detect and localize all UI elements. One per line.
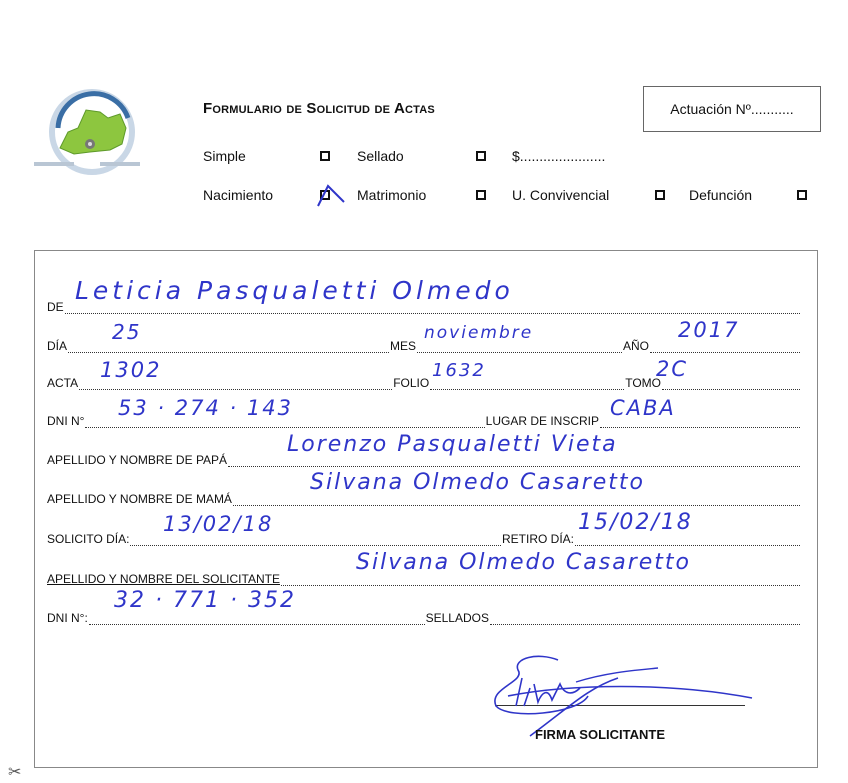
label-retiro: RETIRO DÍA: [501,532,574,546]
option-sellado: Sellado [357,148,404,164]
option-nacimiento: Nacimiento [203,187,274,203]
scissors-icon: ✂ [8,764,22,781]
label-solicito: SOLICITO DÍA: [47,532,130,546]
label-tomo: TOMO [625,376,661,390]
value-retiro[interactable]: 15/02/18 [578,510,693,535]
option-simple: Simple [203,148,246,164]
actuacion-number-box [643,86,821,132]
value-dni[interactable]: 53 · 274 · 143 [118,396,293,420]
checkbox-matrimonio[interactable] [476,190,486,200]
firma-solicitante-label: FIRMA SOLICITANTE [535,727,665,742]
value-mama[interactable]: Silvana Olmedo Casaretto [310,470,645,495]
value-solicito[interactable]: 13/02/18 [163,512,274,536]
checkbox-union-convivencial[interactable] [655,190,665,200]
form-title: Formulario de Solicitud de Actas [203,100,435,117]
value-anio[interactable]: 2017 [678,318,740,342]
value-solicitante[interactable]: Silvana Olmedo Casaretto [356,550,691,575]
signature-image [468,648,758,738]
label-papa: APELLIDO Y NOMBRE DE PAPÁ [47,453,228,467]
option-matrimonio: Matrimonio [357,187,427,203]
label-mama: APELLIDO Y NOMBRE DE MAMÁ [47,492,232,506]
label-acta: ACTA [47,376,79,390]
option-union-convivencial: U. Convivencial [512,187,610,203]
label-folio: FOLIO [393,376,430,390]
label-sellados: SELLADOS [425,611,489,625]
label-de: DE [47,300,64,314]
value-lugar[interactable]: CABA [610,396,676,420]
label-dni: DNI N° [47,414,85,428]
value-folio[interactable]: 1632 [432,360,486,381]
label-anio: AÑO [622,339,649,353]
value-dia[interactable]: 25 [112,320,142,344]
value-de[interactable]: Leticia Pasqualetti Olmedo [75,276,514,305]
label-solicitante: APELLIDO Y NOMBRE DEL SOLICITANTE [47,572,280,586]
checkbox-sellado[interactable] [476,151,486,161]
registro-civil-logo [30,88,154,180]
checkbox-defuncion[interactable] [797,190,807,200]
value-tomo[interactable]: 2C [656,357,689,381]
value-papa[interactable]: Lorenzo Pasqualetti Vieta [287,432,618,457]
value-acta[interactable]: 1302 [100,358,162,382]
option-defuncion: Defunción [689,187,753,203]
actuacion-label: Actuación Nº........... [670,101,794,117]
label-lugar: LUGAR DE INSCRIP [485,414,599,428]
check-mark-icon [314,180,350,210]
value-mes[interactable]: noviembre [424,323,534,343]
value-dni-solicitante[interactable]: 32 · 771 · 352 [114,588,296,613]
label-mes: MES [389,339,416,353]
label-dia: DÍA [47,339,68,353]
option-amount: $...................... [512,148,606,164]
label-dni-solicitante: DNI N°: [47,611,88,625]
checkbox-simple[interactable] [320,151,330,161]
